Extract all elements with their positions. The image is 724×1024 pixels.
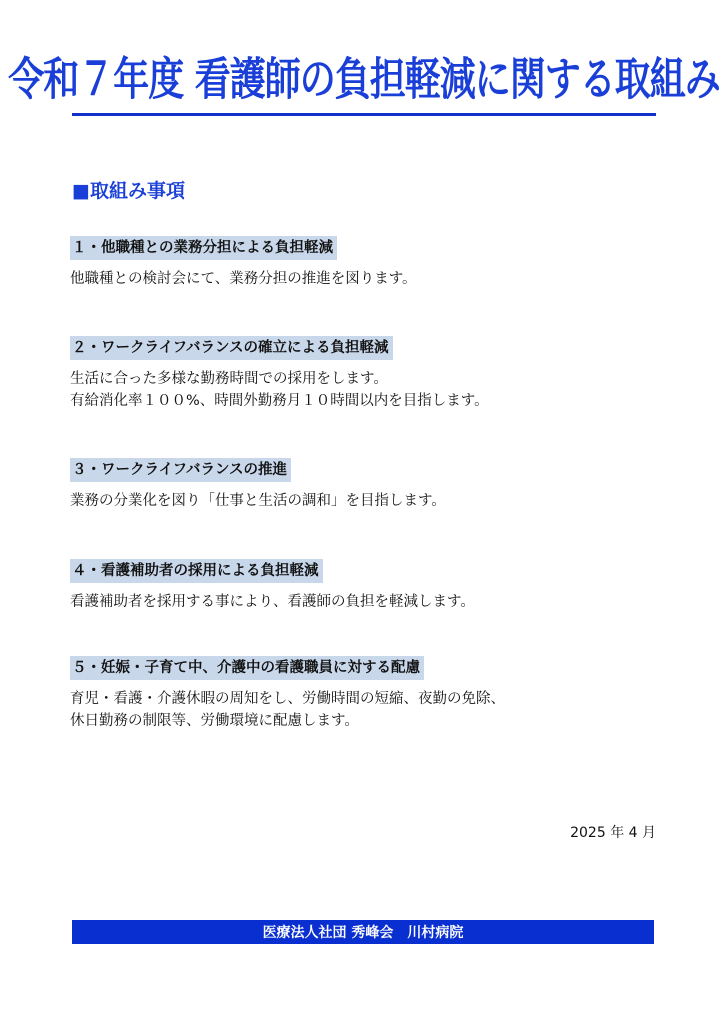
item-5 (70, 656, 660, 732)
item-heading: １・他職種との業務分担による負担軽減 (70, 236, 337, 260)
issue-date: 2025 年 4 月 (570, 825, 656, 841)
item-line: 育児・看護・介護休暇の周知をし、労働時間の短縮、夜勤の免除、 (70, 691, 505, 707)
item-heading: ３・ワークライフバランスの推進 (70, 458, 291, 482)
document-title: 令和７年度 看護師の負担軽減に関する取組み (8, 54, 720, 106)
item-line: 生活に合った多様な勤務時間での採用をします。 (70, 371, 388, 387)
item-line: 業務の分業化を図り「仕事と生活の調和」を目指します。 (70, 493, 446, 509)
item-body (70, 688, 660, 732)
item-line: 他職種との検討会にて、業務分担の推進を図ります。 (70, 271, 417, 287)
organization-name: 医療法人社団 秀峰会 川村病院 (262, 925, 464, 941)
item-line: 有給消化率１００%、時間外勤務月１０時間以内を目指します。 (70, 393, 489, 409)
item-4 (70, 559, 660, 613)
item-body (70, 591, 660, 613)
item-heading: ４・看護補助者の採用による負担軽減 (70, 559, 323, 583)
item-body (70, 368, 660, 412)
item-body (70, 268, 660, 290)
footer-bar (72, 920, 654, 944)
item-line: 看護補助者を採用する事により、看護師の負担を軽減します。 (70, 594, 475, 610)
section-heading: ■取組み事項 (72, 180, 185, 202)
item-1 (70, 236, 660, 290)
document-title-bar (8, 44, 720, 116)
item-line: 休日勤務の制限等、労働環境に配慮します。 (70, 713, 359, 729)
item-2 (70, 336, 660, 412)
item-heading: ５・妊娠・子育て中、介護中の看護職員に対する配慮 (70, 656, 424, 680)
item-3 (70, 458, 660, 512)
item-heading: ２・ワークライフバランスの確立による負担軽減 (70, 336, 393, 360)
item-body (70, 490, 660, 512)
